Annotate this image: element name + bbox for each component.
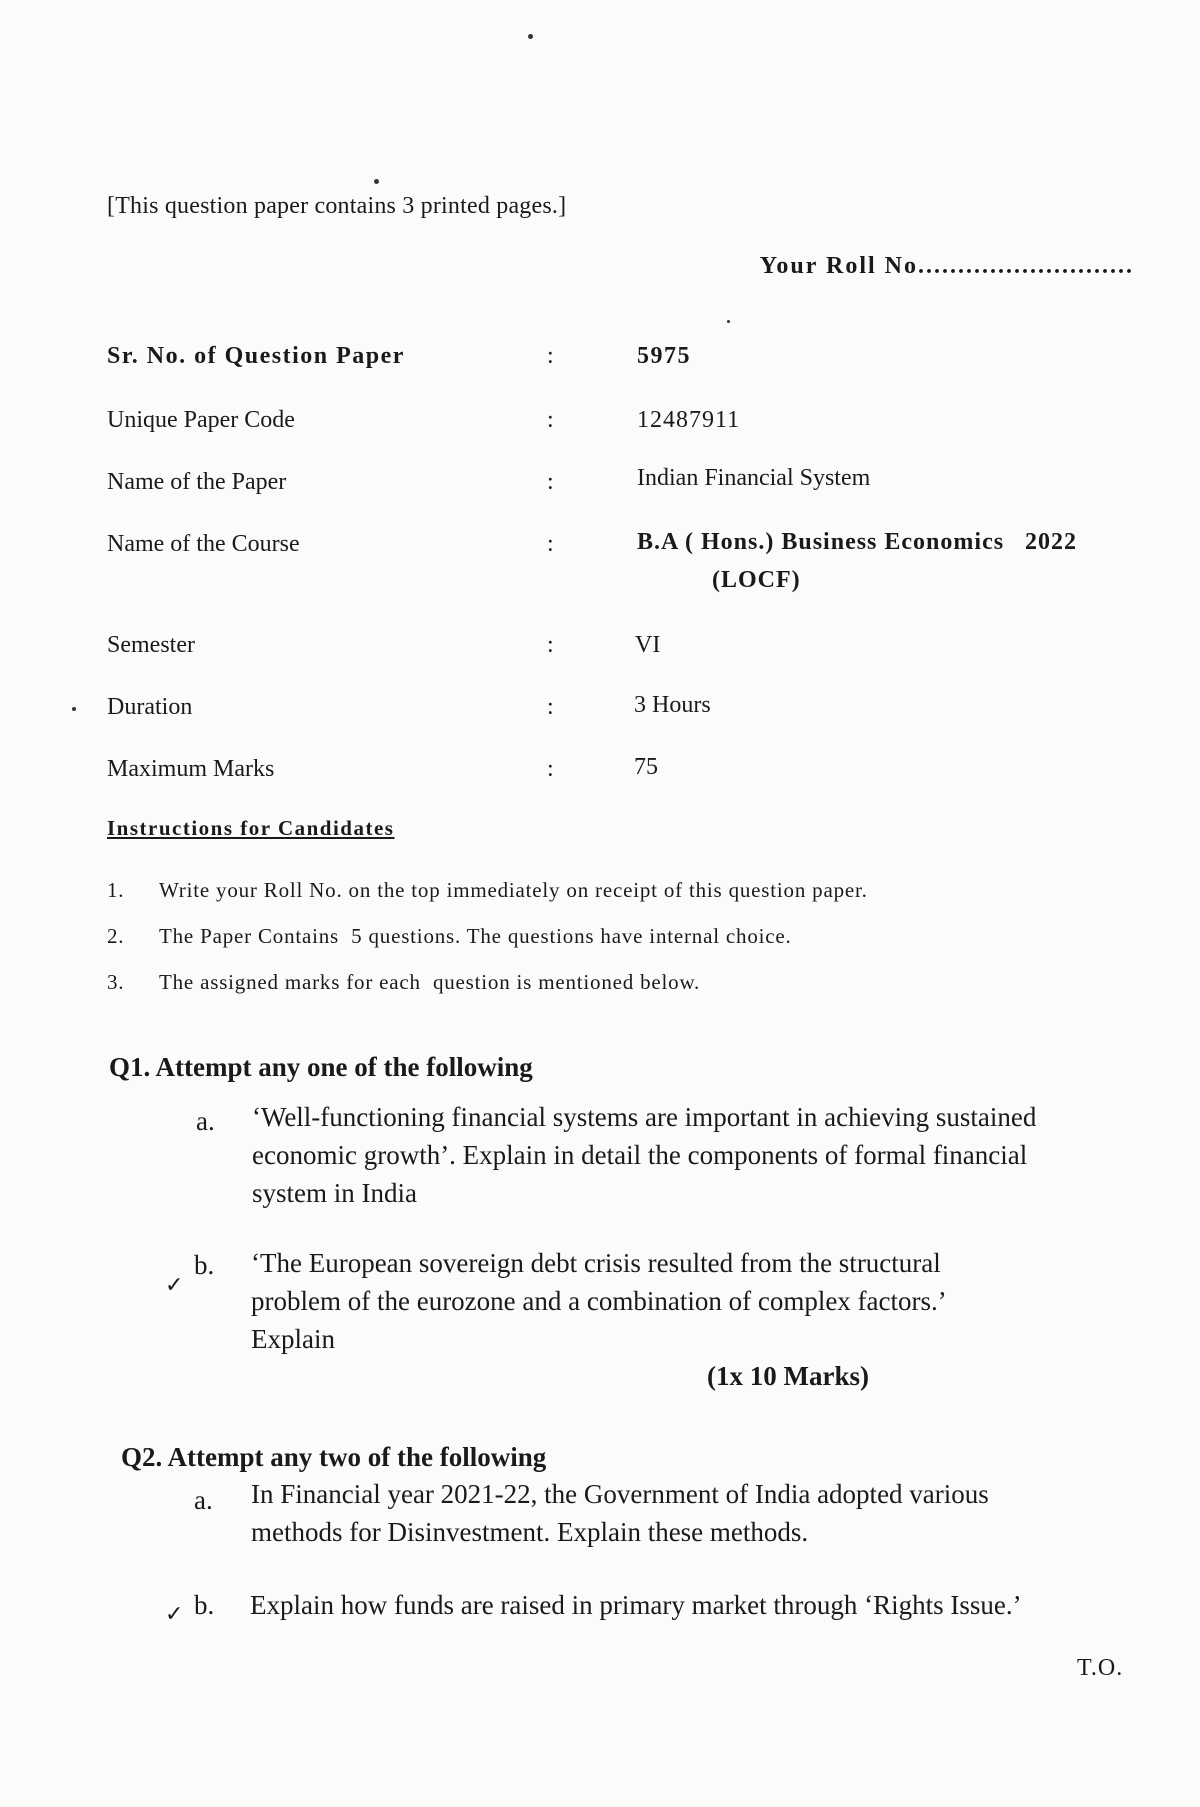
sr-no-label: Sr. No. of Question Paper: [107, 343, 405, 369]
q1-item-b-text: ‘The European sovereign debt crisis resulted from the structural problem of the eurozone and a combination of complex factors.’ Explain: [251, 1248, 945, 1354]
q2-item-b-text: Explain how funds are raised in primary market through ‘Rights Issue.’: [250, 1590, 1022, 1620]
course-value-line2: (LOCF): [712, 567, 801, 593]
pages-note: [This question paper contains 3 printed pages.]: [107, 193, 567, 219]
semester-value: VI: [635, 632, 661, 658]
sr-no-colon: :: [547, 343, 554, 369]
max-marks-value: 75: [634, 754, 658, 780]
q2-heading: Q2. Attempt any two of the following: [121, 1442, 547, 1472]
max-marks-colon: :: [547, 756, 554, 782]
checkmark-icon: ✓: [165, 1272, 184, 1297]
instruction-number: 3.: [107, 970, 125, 994]
instruction-text: The assigned marks for each question is mentioned below.: [159, 970, 701, 994]
instruction-text: The Paper Contains 5 questions. The questions have internal choice.: [159, 924, 792, 948]
instruction-item: [107, 924, 792, 949]
q1-item-a: [196, 1098, 1056, 1218]
turn-over-note: T.O.: [1077, 1655, 1124, 1681]
instructions-heading: Instructions for Candidates: [107, 816, 395, 840]
course-value-line1: B.A ( Hons.) Business Economics 2022: [637, 529, 1078, 555]
course-label: Name of the Course: [107, 531, 300, 557]
unique-code-colon: :: [547, 407, 554, 433]
q2-item-b-letter: b.: [194, 1590, 215, 1620]
checkmark-icon: ✓: [165, 1601, 184, 1626]
scan-speck: [727, 320, 730, 323]
paper-name-colon: :: [547, 469, 554, 495]
scan-speck: [72, 707, 76, 711]
duration-value: 3 Hours: [634, 692, 711, 718]
q1-heading: Q1. Attempt any one of the following: [109, 1052, 533, 1082]
q2-item-a: [194, 1475, 1054, 1555]
scan-speck: [374, 179, 379, 184]
instruction-number: 2.: [107, 924, 125, 948]
instruction-item: [107, 878, 868, 903]
unique-code-value: 12487911: [637, 407, 741, 433]
q1-item-b: [194, 1244, 1054, 1364]
roll-number-field: Your Roll No...........................: [759, 253, 1134, 279]
duration-colon: :: [547, 694, 554, 720]
duration-label: Duration: [107, 694, 193, 720]
max-marks-label: Maximum Marks: [107, 756, 275, 782]
sr-no-value: 5975: [637, 343, 691, 369]
semester-label: Semester: [107, 632, 195, 658]
semester-colon: :: [547, 632, 554, 658]
q1-item-a-letter: a.: [196, 1106, 215, 1136]
q1-item-b-letter: b.: [194, 1250, 215, 1280]
unique-code-label: Unique Paper Code: [107, 407, 295, 433]
q1-marks: (1x 10 Marks): [707, 1361, 869, 1391]
paper-name-value: Indian Financial System: [637, 465, 871, 491]
scan-speck: [528, 34, 533, 39]
course-value: [637, 523, 1147, 599]
q2-item-b: [188, 1586, 1048, 1666]
instruction-text: Write your Roll No. on the top immediately on receipt of this question paper.: [159, 878, 868, 902]
paper-name-label: Name of the Paper: [107, 469, 287, 495]
instruction-number: 1.: [107, 878, 125, 902]
q2-item-a-letter: a.: [194, 1485, 213, 1515]
q1-item-a-text: ‘Well-functioning financial systems are important in achieving sustained economic growth’. Explain in detail the components of formal financial system in India: [252, 1102, 1037, 1208]
q2-item-a-text: In Financial year 2021-22, the Government of India adopted various methods for Disinvestment. Explain these methods.: [251, 1479, 989, 1547]
instruction-item: [107, 970, 700, 995]
course-colon: :: [547, 531, 554, 557]
